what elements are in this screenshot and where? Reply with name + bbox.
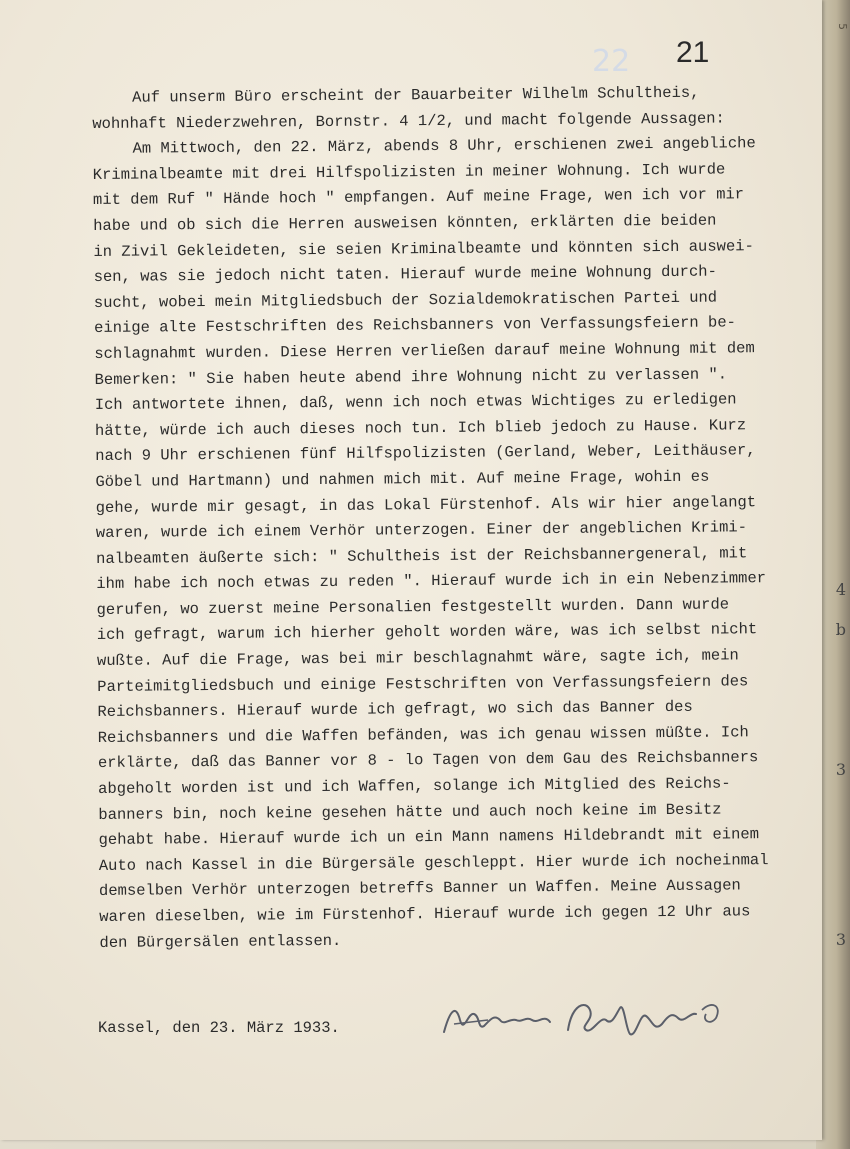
text-line: erklärte, daß das Banner vor 8 - lo Tagen von dem Gau des Reichsbanners <box>97 748 759 773</box>
text-line: gerufen, wo zuerst meine Personalien festgestellt wurden. Dann wurde <box>96 595 730 619</box>
handwritten-signature <box>440 990 740 1050</box>
text-line: Reichsbanners. Hierauf wurde ich gefragt, wo sich das Banner des <box>97 698 693 722</box>
place-date: Kassel, den 23. März 1933. <box>98 1019 340 1037</box>
text-line: Auf unserm Büro erscheint der Bauarbeiter Wilhelm Schultheis, <box>132 83 700 107</box>
text-line: hätte, würde ich auch dieses noch tun. Ich blieb jedoch zu Hause. Kurz <box>94 416 747 440</box>
faint-page-number: 22 <box>592 44 631 79</box>
text-line: Am Mittwoch, den 22. März, abends 8 Uhr, erschienen zwei angebliche <box>132 134 756 158</box>
letter-body <box>92 80 830 957</box>
text-line: Kriminalbeamte mit drei Hilfspolizisten in meiner Wohnung. Ich wurde <box>92 160 726 184</box>
text-line: wußte. Auf die Frage, was bei mir beschlagnahmt wäre, sagte ich, mein <box>96 646 739 671</box>
text-line: demselben Verhör unterzogen betreffs Banner un Waffen. Meine Aussagen <box>98 876 741 901</box>
text-line: gehe, wurde mir gesagt, in das Lokal Fürstenhof. Als wir hier angelangt <box>95 492 757 517</box>
text-line: banners bin, noch keine gesehen hätte und auch noch keine im Besitz <box>98 800 722 824</box>
text-line: habe und ob sich die Herren ausweisen könnten, erklärten die beiden <box>93 211 717 235</box>
text-line: Göbel und Hartmann) und nahmen mich mit. Auf meine Frage, wohin es <box>95 467 710 491</box>
adjacent-page-edge: 5 4 b 3 3 <box>816 0 850 1149</box>
text-line: waren dieselben, wie im Fürstenhof. Hierauf wurde ich gegen 12 Uhr aus <box>99 902 751 926</box>
signature-scribble <box>440 990 740 1050</box>
text-line: nach 9 Uhr erschienen fünf Hilfspolizisten (Gerland, Weber, Leithäuser, <box>95 441 756 466</box>
page-number: 21 <box>676 36 710 69</box>
text-line: den Bürgersälen entlassen. <box>99 931 342 952</box>
text-line: nalbeamten äußerte sich: " Schultheis ist der Reichsbannergeneral, mit <box>96 543 748 568</box>
text-line: schlagnahmt wurden. Diese Herren verließen darauf meine Wohnung mit dem <box>94 339 755 363</box>
text-line: Auto nach Kassel in die Bürgersäle geschleppt. Hier wurde ich nocheinmal <box>98 850 769 875</box>
text-line: in Zivil Gekleideten, sie seien Kriminalbeamte und könnten sich auswei- <box>93 236 754 261</box>
text-line: Parteimitgliedsbuch und einige Festschriften von Verfassungsfeiern des <box>97 671 749 696</box>
text-line: ich gefragt, warum ich hierher geholt worden wäre, was ich selbst nicht <box>96 620 758 645</box>
text-line: einige alte Festschriften des Reichsbanners von Verfassungsfeiern be- <box>94 313 736 338</box>
text-line: gehabt habe. Hierauf wurde ich un ein Mann namens Hildebrandt mit einem <box>98 825 760 850</box>
text-line: waren, wurde ich einem Verhör unterzogen. Einer der angeblichen Krimi- <box>95 518 748 543</box>
text-line: Ich antwortete ihnen, daß, wenn ich noch etwas Wichtiges zu erledigen <box>94 390 737 415</box>
text-line: ihm habe ich noch etwas zu reden ". Hierauf wurde ich in ein Nebenzimmer <box>96 569 767 594</box>
text-line: sucht, wobei mein Mitgliedsbuch der Sozialdemokratischen Partei und <box>93 288 718 312</box>
text-line: wohnhaft Niederzwehren, Bornstr. 4 1/2, und macht folgende Aussagen: <box>92 109 725 133</box>
text-line: sen, was sie jedoch nicht taten. Hierauf wurde meine Wohnung durch- <box>93 262 717 287</box>
text-line: Bemerken: " Sie haben heute abend ihre Wohnung nicht zu verlassen ". <box>94 365 728 389</box>
text-line: abgeholt worden ist und ich Waffen, solange ich Mitglied des Reichs- <box>98 774 731 799</box>
text-line: mit dem Ruf " Hände hoch " empfangen. Auf meine Frage, wen ich vor mir <box>92 185 745 210</box>
text-line: Reichsbanners und die Waffen befänden, was ich genau wissen müßte. Ich <box>97 723 749 747</box>
